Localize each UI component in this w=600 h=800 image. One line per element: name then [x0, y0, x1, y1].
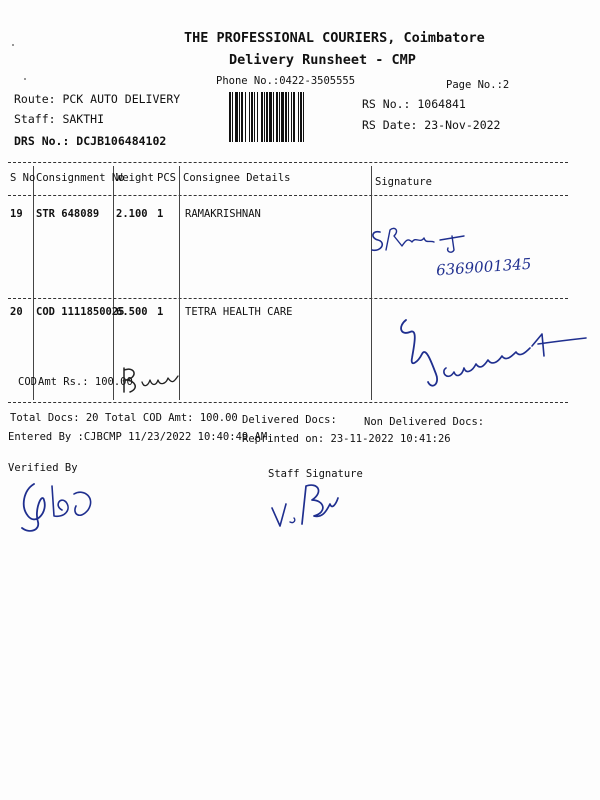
column-line: [33, 166, 34, 400]
row-consignment: STR 648089: [36, 208, 100, 220]
header-weight: Weight: [116, 172, 154, 184]
verified-by-signature: [14, 470, 104, 540]
reprinted-on: Reprinted on: 23-11-2022 10:41:26: [242, 433, 451, 445]
cod-label: COD: [18, 376, 37, 388]
rs-number: RS No.: 1064841: [362, 97, 466, 111]
row-consignment: COD 1111850025: [36, 306, 125, 318]
header-pcs: PCS: [157, 172, 176, 184]
handwritten-phone: 6369001345: [435, 254, 532, 280]
scan-speck: [12, 44, 14, 46]
staff-signature: [266, 478, 346, 538]
drs-number: DRS No.: DCJB106484102: [14, 134, 167, 148]
barcode: [229, 92, 353, 142]
entered-by: Entered By :CJBCMP 11/23/2022 10:40:49 AM: [8, 431, 268, 443]
row-weight: 2.100: [116, 208, 148, 220]
cod-amount: Amt Rs.: 100.00: [38, 376, 133, 388]
header-consignee: Consignee Details: [183, 172, 291, 184]
scan-speck: [24, 78, 26, 80]
header-sno: S No: [10, 172, 36, 184]
header-signature: Signature: [375, 176, 432, 188]
staff-signature-label: Staff Signature: [268, 468, 363, 480]
page-number: Page No.:2: [446, 79, 510, 91]
row-sno: 19: [10, 208, 23, 220]
total-docs: Total Docs: 20: [10, 412, 99, 424]
header-bottom-rule: [8, 195, 568, 196]
non-delivered-docs: Non Delivered Docs:: [364, 416, 485, 428]
row-sno: 20: [10, 306, 23, 318]
row-separator: [8, 298, 568, 299]
row-consignee: RAMAKRISHNAN: [185, 208, 261, 220]
verified-by-label: Verified By: [8, 462, 78, 474]
document-title: Delivery Runsheet - CMP: [229, 52, 416, 68]
staff: Staff: SAKTHI: [14, 112, 105, 126]
route: Route: PCK AUTO DELIVERY: [14, 92, 181, 106]
signature-ramakrishnan: [368, 220, 478, 265]
row-consignee: TETRA HEALTH CARE: [185, 306, 293, 318]
signature-tetra: [392, 312, 592, 397]
company-name: THE PROFESSIONAL COURIERS, Coimbatore: [184, 30, 485, 46]
rs-date: RS Date: 23-Nov-2022: [362, 118, 501, 132]
table-bottom-rule: [8, 402, 568, 403]
row-pcs: 1: [157, 208, 164, 220]
signature-cod: [120, 364, 186, 398]
total-cod-amount: Total COD Amt: 100.00: [105, 412, 238, 424]
delivered-docs: Delivered Docs:: [242, 414, 337, 426]
barcode-bar: [304, 92, 306, 142]
column-line: [113, 166, 114, 400]
column-line: [371, 166, 372, 400]
table-top-rule: [8, 162, 568, 163]
row-weight: 6.500: [116, 306, 148, 318]
row-pcs: 1: [157, 306, 164, 318]
header-consignment: Consignment No: [36, 172, 125, 184]
phone-number: Phone No.:0422-3505555: [216, 75, 356, 87]
